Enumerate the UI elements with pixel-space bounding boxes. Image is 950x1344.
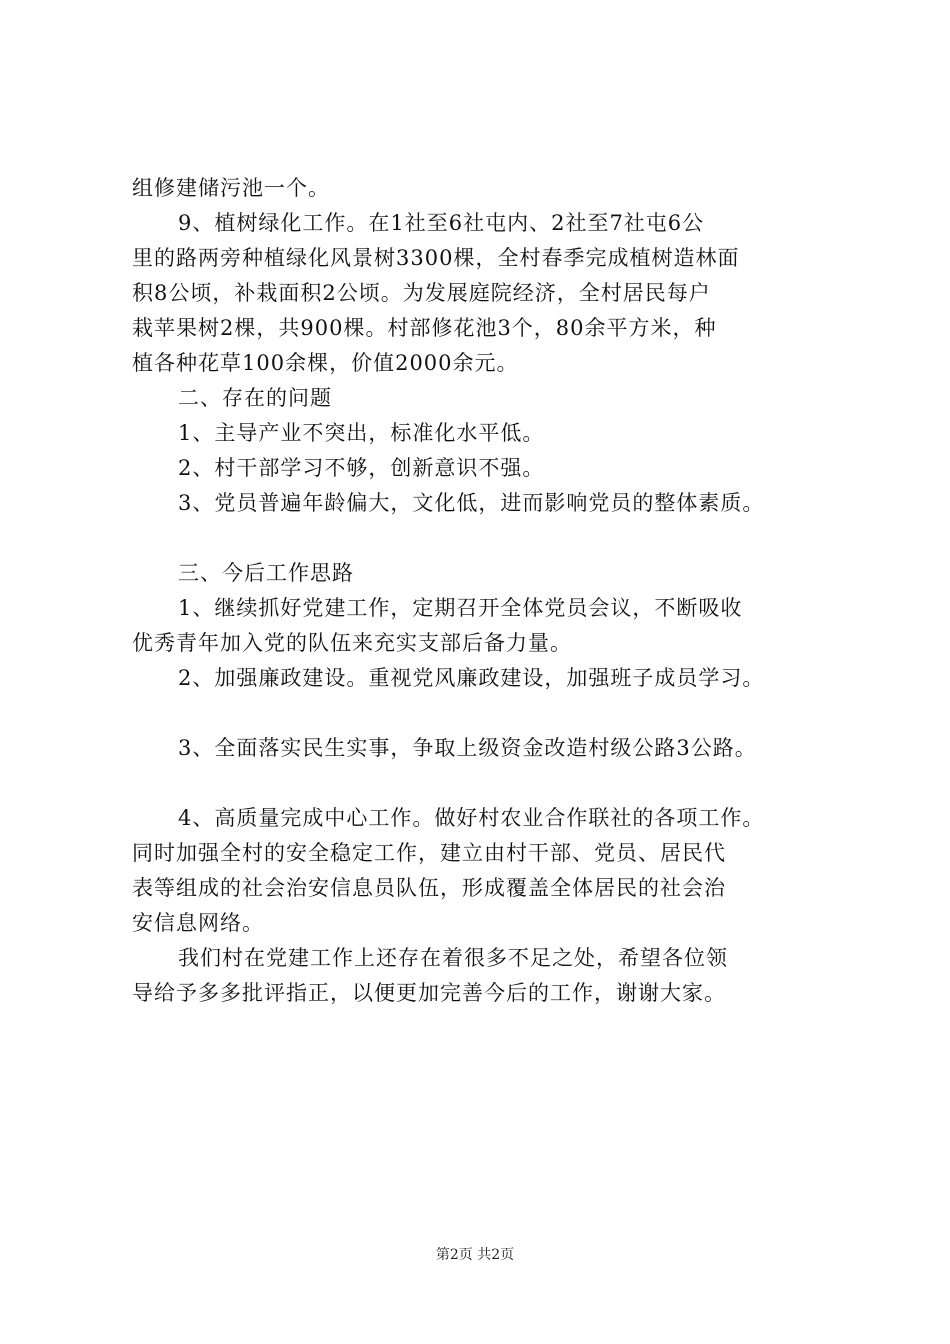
section-heading: 二、存在的问题 xyxy=(178,386,332,410)
paragraph-line: 同时加强全村的安全稳定工作，建立由村干部、党员、居民代 xyxy=(132,841,726,865)
list-item: 3、党员普遍年龄偏大，文化低，进而影响党员的整体素质。 xyxy=(178,491,765,515)
paragraph-line: 植各种花草100余棵，价值2000余元。 xyxy=(132,351,519,375)
blank-line xyxy=(132,766,854,801)
paragraph-line: 里的路两旁种植绿化风景树3300棵，全村春季完成植树造林面 xyxy=(132,246,740,270)
paragraph-line: 组修建储污池一个。 xyxy=(132,176,330,200)
paragraph-line: 安信息网络。 xyxy=(132,911,264,935)
paragraph-line: 9、植树绿化工作。在1社至6社屯内、2社至7社屯6公 xyxy=(178,211,705,235)
list-item: 1、继续抓好党建工作，定期召开全体党员会议，不断吸收 xyxy=(178,596,743,620)
list-item: 2、加强廉政建设。重视党风廉政建设，加强班子成员学习。 xyxy=(178,666,765,690)
blank-line xyxy=(132,521,854,556)
page-number-footer: 第2页 共2页 xyxy=(435,1247,515,1263)
paragraph-line: 导给予多多批评指正，以便更加完善今后的工作，谢谢大家。 xyxy=(132,981,726,1005)
paragraph-line: 栽苹果树2棵，共900棵。村部修花池3个，80余平方米，种 xyxy=(132,316,717,340)
list-item: 3、全面落实民生实事，争取上级资金改造村级公路3公路。 xyxy=(178,736,757,760)
list-item: 4、高质量完成中心工作。做好村农业合作联社的各项工作。 xyxy=(178,806,765,830)
paragraph-line: 我们村在党建工作上还存在着很多不足之处，希望各位领 xyxy=(178,946,728,970)
blank-line xyxy=(132,696,854,731)
section-heading: 三、今后工作思路 xyxy=(178,561,354,585)
list-item: 1、主导产业不突出，标准化水平低。 xyxy=(178,421,545,445)
paragraph-line: 表等组成的社会治安信息员队伍，形成覆盖全体居民的社会治 xyxy=(132,876,726,900)
paragraph-line: 优秀青年加入党的队伍来充实支部后备力量。 xyxy=(132,631,572,655)
paragraph-line: 积8公顷，补栽面积2公顷。为发展庭院经济，全村居民每户 xyxy=(132,281,711,305)
document-body xyxy=(132,171,854,1011)
list-item: 2、村干部学习不够，创新意识不强。 xyxy=(178,456,545,480)
